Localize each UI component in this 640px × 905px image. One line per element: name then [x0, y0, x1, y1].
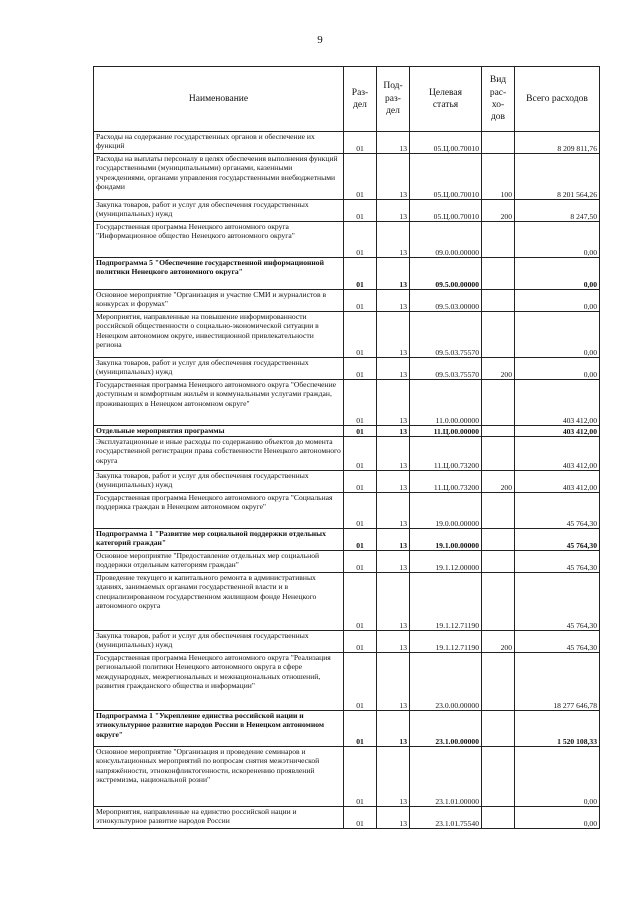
row-section-cell: 01 [344, 380, 377, 426]
row-type-cell [482, 747, 515, 807]
row-section-cell: 01 [344, 258, 377, 290]
row-name-cell: Подпрограмма 5 "Обеспечение государственной информационной политики Ненецкого автономного округа" [94, 258, 344, 290]
row-target-cell: 09.5.03.00000 [410, 290, 482, 312]
row-target-cell: 11.0.00.00000 [410, 380, 482, 426]
row-amount-cell: 45 764,30 [515, 631, 600, 653]
row-type-cell [482, 551, 515, 573]
row-amount-cell: 1 520 108,33 [515, 711, 600, 747]
table-row [94, 380, 600, 426]
row-section-cell: 01 [344, 437, 377, 471]
table-row [94, 711, 600, 747]
table-row [94, 258, 600, 290]
row-target-cell: 05.Ц.00.70010 [410, 200, 482, 222]
row-amount-cell: 45 764,30 [515, 551, 600, 573]
row-type-cell [482, 380, 515, 426]
table-body [94, 132, 600, 829]
row-amount-cell: 0,00 [515, 290, 600, 312]
header-name-label: Наименование [188, 93, 249, 104]
row-name-cell: Государственная программа Ненецкого автономного округа "Социальная поддержка граждан в Ненецком автономном округе" [94, 493, 344, 529]
row-subsection-cell: 13 [377, 132, 410, 154]
row-subsection-cell: 13 [377, 380, 410, 426]
table-row [94, 653, 600, 711]
table-row [94, 747, 600, 807]
header-target [410, 67, 482, 132]
table-row [94, 471, 600, 493]
row-subsection-cell: 13 [377, 290, 410, 312]
row-section-cell: 01 [344, 358, 377, 380]
header-section [344, 67, 377, 132]
row-target-cell: 09.5.03.75570 [410, 312, 482, 358]
row-target-cell: 23.1.00.00000 [410, 711, 482, 747]
row-target-cell: 05.Ц.00.70010 [410, 132, 482, 154]
row-name-cell: Государственная программа Ненецкого автономного округа "Реализация региональной политики Ненецкого автономного округа в сфере международных, межрегиональных и межнациональных отношений, развития гражданского общества и информации" [94, 653, 344, 711]
header-target-label: Целевая статья [429, 87, 462, 110]
row-name-cell: Расходы на выплаты персоналу в целях обеспечения выполнения функций государственными (муниципальными) органами, казенными учреждениями, органами управления государственными внебюджетными фондами [94, 154, 344, 200]
table-row [94, 358, 600, 380]
row-subsection-cell: 13 [377, 426, 410, 437]
row-name-cell: Закупка товаров, работ и услуг для обеспечения государственных (муниципальных) нужд [94, 631, 344, 653]
table-row [94, 200, 600, 222]
row-type-cell [482, 493, 515, 529]
row-subsection-cell: 13 [377, 573, 410, 631]
row-subsection-cell: 13 [377, 437, 410, 471]
row-type-cell [482, 437, 515, 471]
row-subsection-cell: 13 [377, 258, 410, 290]
header-section-label: Раз- дел [351, 87, 369, 110]
row-amount-cell: 0,00 [515, 258, 600, 290]
row-amount-cell: 403 412,00 [515, 437, 600, 471]
row-name-cell: Закупка товаров, работ и услуг для обеспечения государственных (муниципальных) нужд [94, 200, 344, 222]
row-section-cell: 01 [344, 493, 377, 529]
row-section-cell: 01 [344, 200, 377, 222]
row-type-cell: 200 [482, 471, 515, 493]
row-amount-cell: 403 412,00 [515, 380, 600, 426]
row-section-cell: 01 [344, 747, 377, 807]
row-target-cell: 19.1.12.71190 [410, 631, 482, 653]
table-row [94, 154, 600, 200]
table-row [94, 529, 600, 551]
row-target-cell: 23.0.00.00000 [410, 653, 482, 711]
table-row [94, 493, 600, 529]
row-section-cell: 01 [344, 312, 377, 358]
row-section-cell: 01 [344, 529, 377, 551]
row-section-cell: 01 [344, 426, 377, 437]
row-amount-cell: 403 412,00 [515, 471, 600, 493]
row-amount-cell: 45 764,30 [515, 573, 600, 631]
table-row [94, 807, 600, 829]
row-name-cell: Расходы на содержание государственных органов и обеспечение их функций [94, 132, 344, 154]
row-type-cell [482, 426, 515, 437]
header-total [515, 67, 600, 132]
row-type-cell: 200 [482, 631, 515, 653]
table-row [94, 437, 600, 471]
row-target-cell: 09.5.03.75570 [410, 358, 482, 380]
row-amount-cell: 8 247,50 [515, 200, 600, 222]
row-amount-cell: 45 764,30 [515, 529, 600, 551]
row-subsection-cell: 13 [377, 200, 410, 222]
row-amount-cell: 0,00 [515, 222, 600, 258]
row-amount-cell: 45 764,30 [515, 493, 600, 529]
page-number: 9 [317, 34, 323, 46]
row-type-cell [482, 258, 515, 290]
header-type-label: Вид рас- хо- дов [489, 75, 507, 123]
row-amount-cell: 8 201 564,26 [515, 154, 600, 200]
row-subsection-cell: 13 [377, 653, 410, 711]
row-type-cell [482, 653, 515, 711]
row-target-cell: 09.0.00.00000 [410, 222, 482, 258]
row-section-cell: 01 [344, 573, 377, 631]
table-row [94, 551, 600, 573]
header-name [94, 67, 344, 132]
row-target-cell: 19.1.00.00000 [410, 529, 482, 551]
row-type-cell [482, 807, 515, 829]
row-target-cell: 19.1.12.00000 [410, 551, 482, 573]
row-section-cell: 01 [344, 711, 377, 747]
table-row [94, 631, 600, 653]
row-name-cell: Закупка товаров, работ и услуг для обеспечения государственных (муниципальных) нужд [94, 471, 344, 493]
row-type-cell [482, 132, 515, 154]
row-subsection-cell: 13 [377, 222, 410, 258]
row-target-cell: 11.Ц.00.00000 [410, 426, 482, 437]
row-target-cell: 19.0.00.00000 [410, 493, 482, 529]
row-section-cell: 01 [344, 222, 377, 258]
row-name-cell: Подпрограмма 1 "Укрепление единства российской нации и этнокультурное развитие народов России в Ненецком автономном округе" [94, 711, 344, 747]
row-name-cell: Основное мероприятие "Организация и участие СМИ и журналистов в конкурсах и форумах" [94, 290, 344, 312]
table-row [94, 426, 600, 437]
row-type-cell: 100 [482, 154, 515, 200]
row-type-cell [482, 573, 515, 631]
row-type-cell [482, 711, 515, 747]
row-target-cell: 23.1.01.00000 [410, 747, 482, 807]
row-section-cell: 01 [344, 807, 377, 829]
row-name-cell: Закупка товаров, работ и услуг для обеспечения государственных (муниципальных) нужд [94, 358, 344, 380]
row-amount-cell: 0,00 [515, 807, 600, 829]
row-section-cell: 01 [344, 132, 377, 154]
table-row [94, 312, 600, 358]
table-row [94, 573, 600, 631]
row-type-cell [482, 312, 515, 358]
row-subsection-cell: 13 [377, 551, 410, 573]
row-subsection-cell: 13 [377, 747, 410, 807]
row-amount-cell: 0,00 [515, 747, 600, 807]
row-amount-cell: 8 209 811,76 [515, 132, 600, 154]
budget-table [93, 66, 600, 829]
table-row [94, 132, 600, 154]
row-name-cell: Государственная программа Ненецкого автономного округа "Обеспечение доступным и комфортным жильём и коммунальными услугами граждан, проживающих в Ненецком автономном округе" [94, 380, 344, 426]
header-subsection-label: Под- раз- дел [383, 81, 403, 117]
row-subsection-cell: 13 [377, 529, 410, 551]
row-amount-cell: 18 277 646,78 [515, 653, 600, 711]
row-type-cell [482, 222, 515, 258]
row-target-cell: 23.1.01.75540 [410, 807, 482, 829]
row-subsection-cell: 13 [377, 631, 410, 653]
row-section-cell: 01 [344, 551, 377, 573]
row-type-cell [482, 290, 515, 312]
header-subsection [377, 67, 410, 132]
row-name-cell: Проведение текущего и капитального ремонта в административных зданиях, занимаемых органами государственной власти и в специализированном государственном жилищном фонде Ненецкого автономного округа [94, 573, 344, 631]
row-subsection-cell: 13 [377, 154, 410, 200]
row-amount-cell: 403 412,00 [515, 426, 600, 437]
table-row [94, 222, 600, 258]
row-name-cell: Основное мероприятие "Организация и проведение семинаров и консультационных мероприятий по вопросам снятия межэтнической напряжённости, этноконфликтогенности, искоренению проявлений экстремизма, национальной розни" [94, 747, 344, 807]
row-subsection-cell: 13 [377, 807, 410, 829]
row-subsection-cell: 13 [377, 358, 410, 380]
row-target-cell: 11.Ц.00.73200 [410, 471, 482, 493]
row-section-cell: 01 [344, 290, 377, 312]
row-name-cell: Государственная программа Ненецкого автономного округа "Информационное общество Ненецкого автономного округа" [94, 222, 344, 258]
row-type-cell: 200 [482, 358, 515, 380]
row-section-cell: 01 [344, 471, 377, 493]
row-name-cell: Эксплуатационные и иные расходы по содержанию объектов до момента государственной регистрации права собственности Ненецкого автономного округа [94, 437, 344, 471]
row-subsection-cell: 13 [377, 471, 410, 493]
row-section-cell: 01 [344, 154, 377, 200]
row-amount-cell: 0,00 [515, 312, 600, 358]
row-name-cell: Основное мероприятие "Предоставление отдельных мер социальной поддержки отдельным категориям граждан" [94, 551, 344, 573]
row-subsection-cell: 13 [377, 711, 410, 747]
row-name-cell: Подпрограмма 1 "Развитие мер социальной поддержки отдельных категорий граждан" [94, 529, 344, 551]
row-type-cell: 200 [482, 200, 515, 222]
row-section-cell: 01 [344, 631, 377, 653]
header-total-label: Всего расходов [526, 93, 588, 104]
row-target-cell: 05.Ц.00.70010 [410, 154, 482, 200]
row-name-cell: Отдельные мероприятия программы [94, 426, 344, 437]
row-type-cell [482, 529, 515, 551]
header-type [482, 67, 515, 132]
row-amount-cell: 0,00 [515, 358, 600, 380]
row-name-cell: Мероприятия, направленные на единство российской нации и этнокультурное развитие народов России [94, 807, 344, 829]
row-target-cell: 19.1.12.71190 [410, 573, 482, 631]
row-name-cell: Мероприятия, направленные на повышение информированности российской общественности о социально-экономической ситуации в Ненецком автономном округе, инвестиционной привлекательности региона [94, 312, 344, 358]
row-subsection-cell: 13 [377, 312, 410, 358]
row-target-cell: 09.5.00.00000 [410, 258, 482, 290]
table-header-row [94, 67, 600, 132]
table-row [94, 290, 600, 312]
row-subsection-cell: 13 [377, 493, 410, 529]
row-section-cell: 01 [344, 653, 377, 711]
row-target-cell: 11.Ц.00.73200 [410, 437, 482, 471]
